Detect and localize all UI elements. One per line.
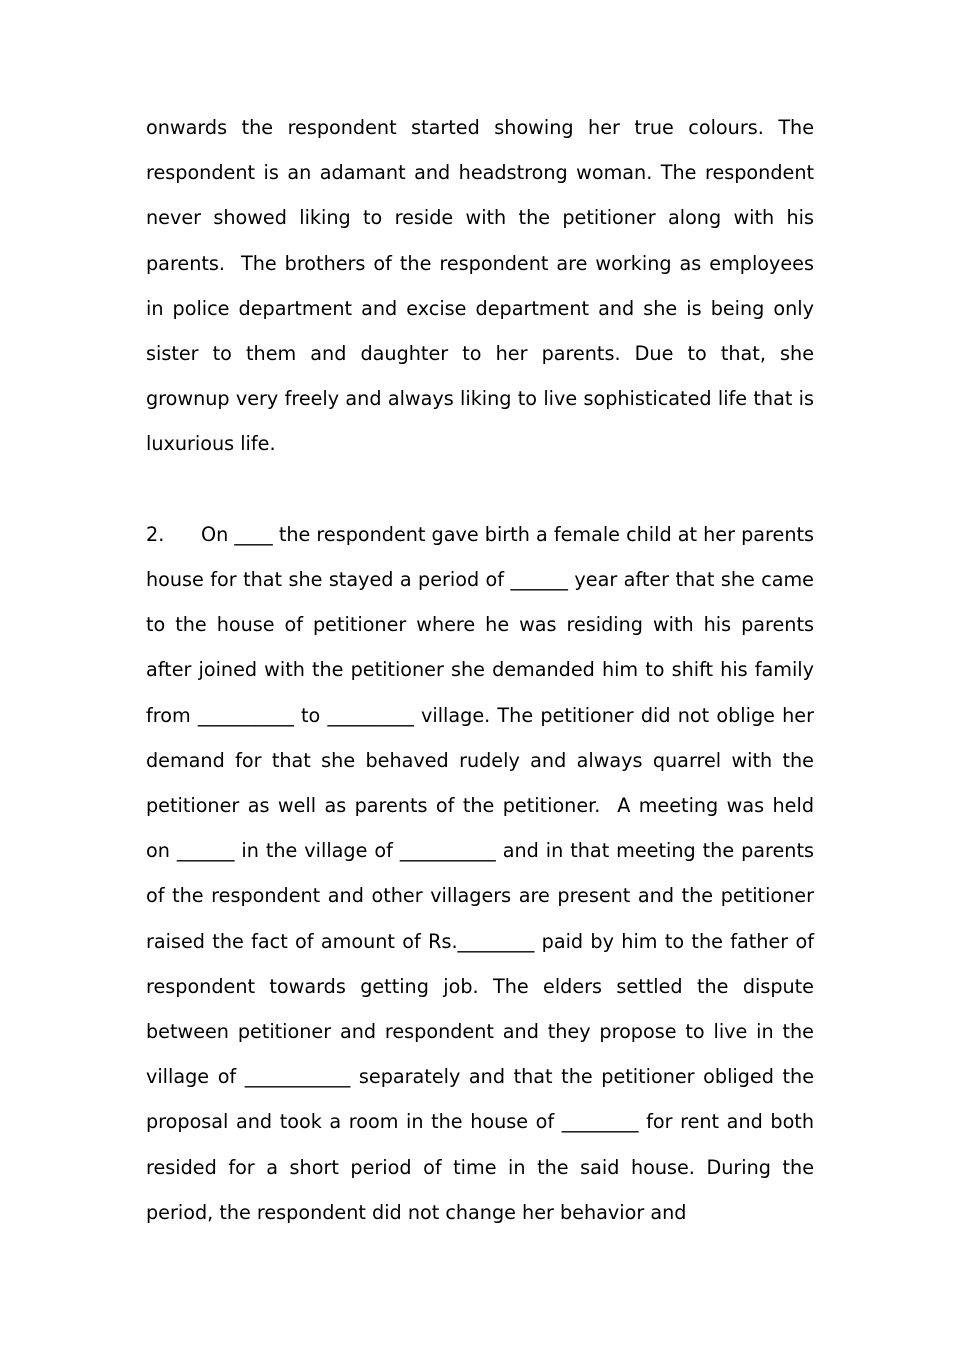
paragraph-2: 2. On ____ the respondent gave birth a female child at her parents house for that she stayed a period of ______ year after that she came to the house of petitioner where he was residing with his parents after joined with the petitioner she demanded him to shift his family from __________ to _________ village. The petitioner did not oblige her demand for that she behaved rudely and always quarrel with the petitioner as well as parents of the petitioner. A meeting was held on ______ in the village of __________ and in that meeting the parents of the respondent and other villagers are present and the petitioner raised the fact of amount of Rs.________ paid by him to the father of respondent towards getting job. The elders settled the dispute between petitioner and respondent and they propose to live in the village of ___________ separately and that the petitioner obliged the proposal and took a room in the house of ________ for rent and both resided for a short period of time in the said house. During the period, the respondent did not change her behavior and — [146, 522, 821, 1224]
paragraph-continuation: onwards the respondent started showing her true colours. The respondent is an adamant and headstrong woman. The respondent never showed liking to reside with the petitioner along with his parents. The brothers of the respondent are working as employees in police department and excise department and she is being only sister to them and daughter to her parents. Due to that, she grownup very freely and always liking to live sophisticated life that is luxurious life. — [146, 116, 821, 456]
document-body — [146, 105, 821, 1235]
